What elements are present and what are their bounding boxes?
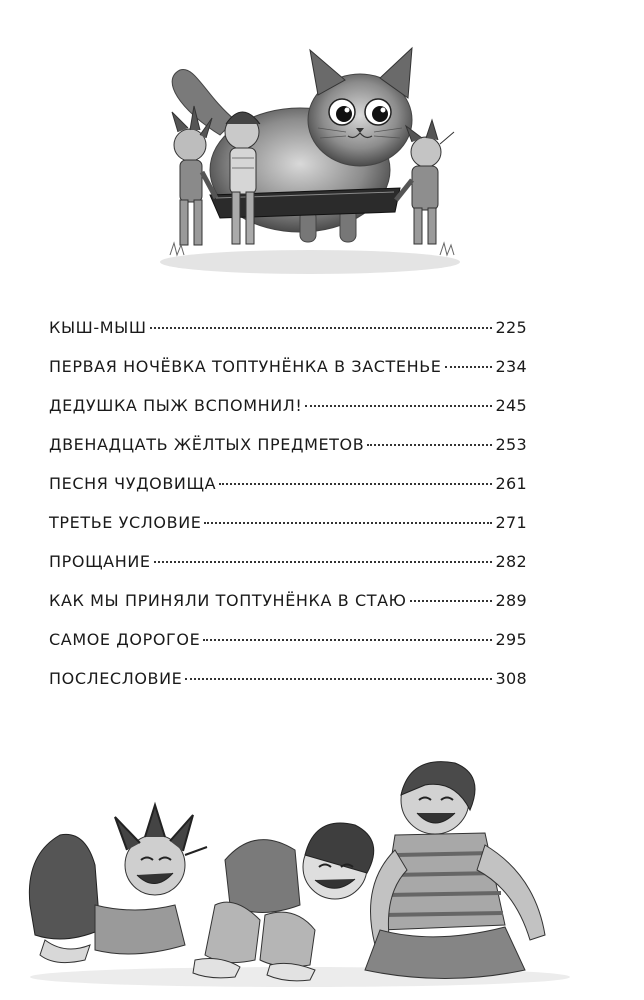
toc-entry[interactable] [49, 552, 527, 591]
table-of-contents [49, 318, 527, 708]
toc-entry[interactable] [49, 435, 527, 474]
toc-leader-dots [204, 522, 491, 524]
laughing-children-illustration [15, 755, 585, 990]
toc-entry-page: 234 [495, 357, 527, 376]
toc-entry-title: ДЕДУШКА ПЫЖ ВСПОМНИЛ! [49, 396, 303, 415]
toc-entry-page: 295 [495, 630, 527, 649]
toc-entry[interactable] [49, 669, 527, 708]
toc-entry[interactable] [49, 474, 527, 513]
toc-entry-page: 253 [495, 435, 527, 454]
toc-entry[interactable] [49, 591, 527, 630]
toc-leader-dots [219, 483, 491, 485]
toc-entry-title: ДВЕНАДЦАТЬ ЖЁЛТЫХ ПРЕДМЕТОВ [49, 435, 365, 454]
toc-leader-dots [185, 678, 491, 680]
toc-leader-dots [150, 327, 492, 329]
toc-entry-page: 245 [495, 396, 527, 415]
toc-entry-title: ТРЕТЬЕ УСЛОВИЕ [49, 513, 202, 532]
toc-entry-title: ПОСЛЕСЛОВИЕ [49, 669, 183, 688]
toc-leader-dots [367, 444, 491, 446]
toc-leader-dots [410, 600, 492, 602]
toc-entry-title: ПЕРВАЯ НОЧЁВКА ТОПТУНЁНКА В ЗАСТЕНЬЕ [49, 357, 442, 376]
toc-leader-dots [154, 561, 492, 563]
toc-entry[interactable] [49, 318, 527, 357]
toc-entry-page: 225 [495, 318, 527, 337]
toc-entry-title: КАК МЫ ПРИНЯЛИ ТОПТУНЁНКА В СТАЮ [49, 591, 407, 610]
toc-leader-dots [203, 639, 491, 641]
toc-entry-title: ПЕСНЯ ЧУДОВИЩА [49, 474, 217, 493]
toc-entry-title: САМОЕ ДОРОГОЕ [49, 630, 201, 649]
toc-leader-dots [305, 405, 491, 407]
toc-entry-title: КЫШ-МЫШ [49, 318, 147, 337]
toc-entry[interactable] [49, 513, 527, 552]
toc-entry-page: 308 [495, 669, 527, 688]
toc-entry-page: 282 [495, 552, 527, 571]
cat-and-gnomes-illustration [150, 40, 470, 280]
toc-leader-dots [445, 366, 492, 368]
toc-entry[interactable] [49, 630, 527, 669]
toc-entry-page: 261 [495, 474, 527, 493]
toc-entry[interactable] [49, 357, 527, 396]
toc-entry[interactable] [49, 396, 527, 435]
toc-entry-page: 271 [495, 513, 527, 532]
toc-entry-title: ПРОЩАНИЕ [49, 552, 151, 571]
toc-entry-page: 289 [495, 591, 527, 610]
